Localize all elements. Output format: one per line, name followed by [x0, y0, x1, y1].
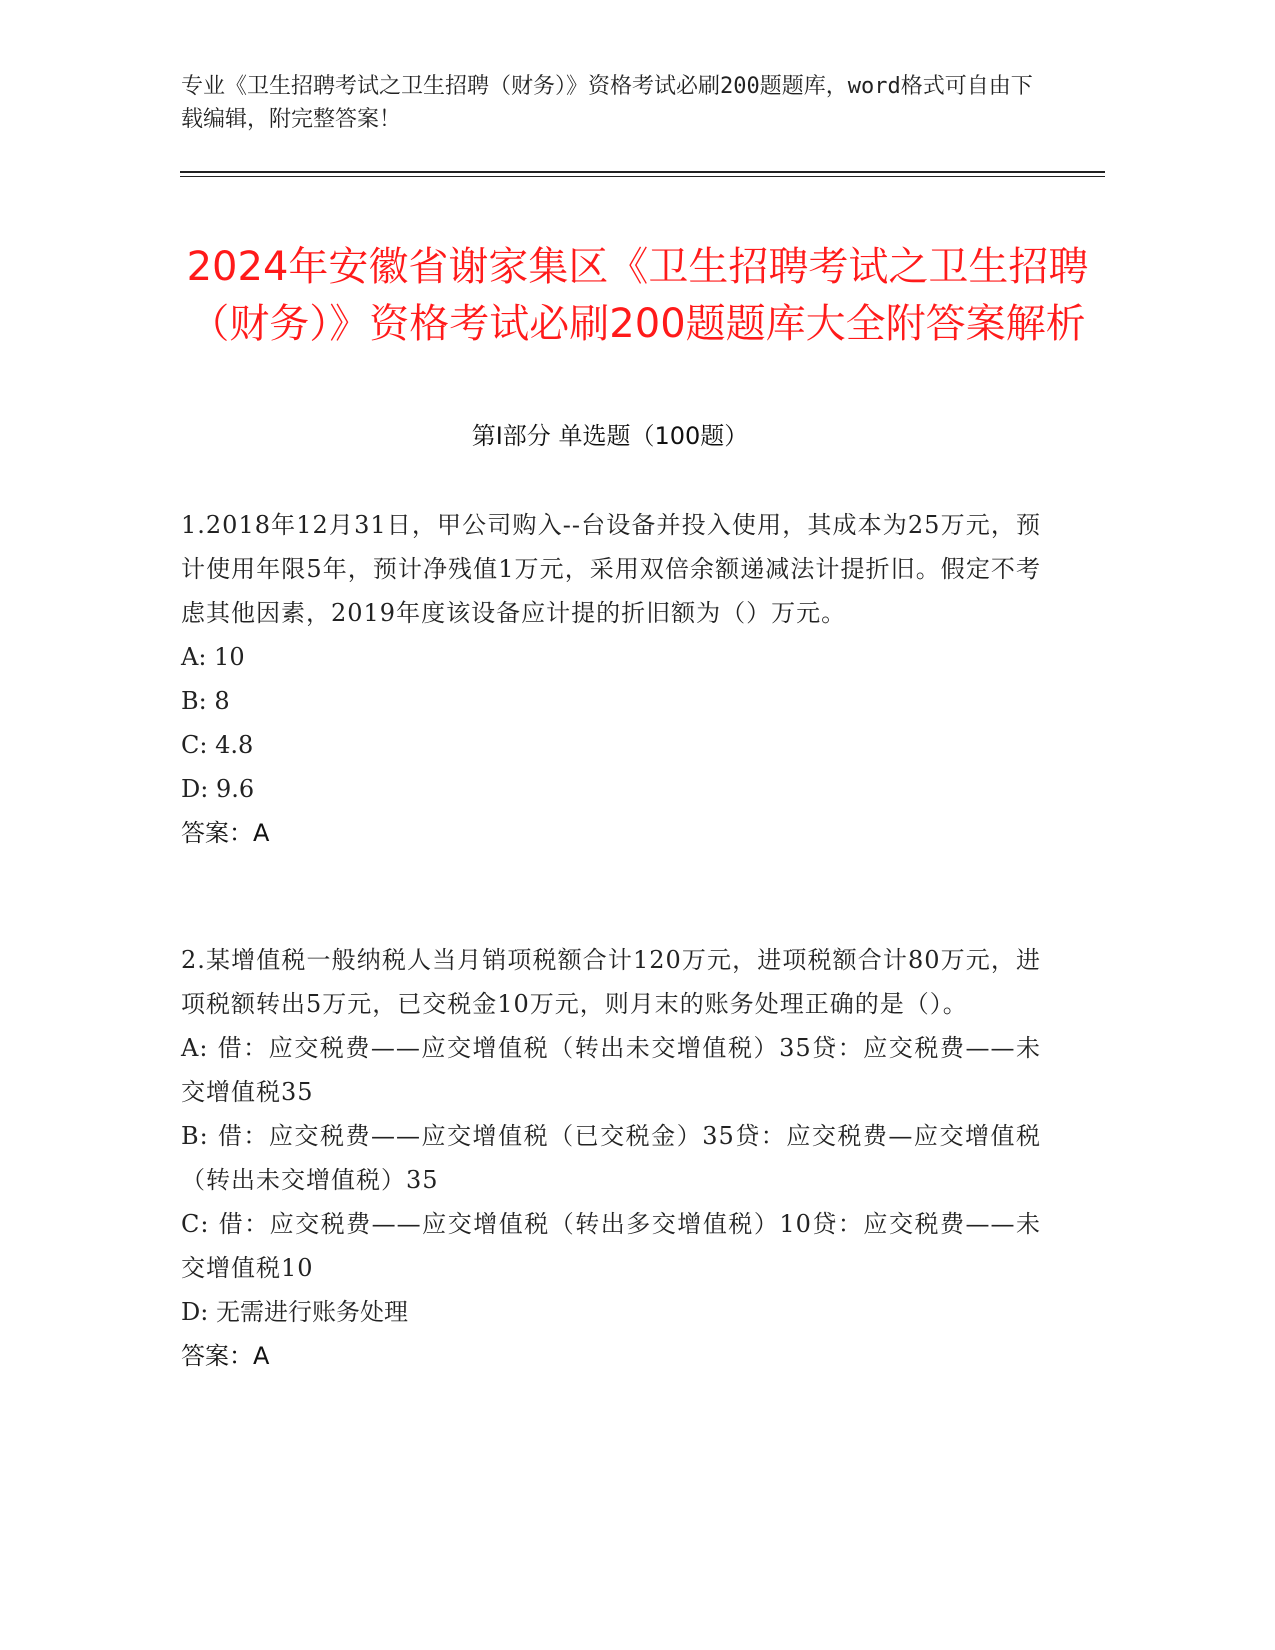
- option-d: D: 9.6: [181, 775, 255, 803]
- answer: 答案：A: [181, 1342, 270, 1370]
- option-c: C: 借：应交税费——应交增值税（转出多交增值税）10贷：应交税费——未交增值税10: [181, 1210, 1041, 1282]
- question-stem: 1.2018年12月31日，甲公司购入--台设备并投入使用，其成本为25万元，预计使用年限5年，预计净残值1万元，采用双倍余额递减法计提折旧。假定不考虑其他因素，2019年度该设备应计提的折旧额为（）万元。: [181, 511, 1041, 627]
- question-2: [181, 938, 1041, 1378]
- option-b: B: 8: [181, 687, 230, 715]
- document-title: 2024年安徽省谢家集区《卫生招聘考试之卫生招聘（财务）》资格考试必刷200题题库大全附答案解析: [186, 243, 1089, 347]
- option-b: B: 借：应交税费——应交增值税（已交税金）35贷：应交税费—应交增值税（转出未交增值税）35: [181, 1122, 1041, 1194]
- section-heading: 第Ⅰ部分 单选题（100题）: [471, 422, 749, 450]
- question-stem: 2.某增值税一般纳税人当月销项税额合计120万元，进项税额合计80万元，进项税额转出5万元，已交税金10万元，则月末的账务处理正确的是（）。: [181, 946, 1041, 1018]
- option-c: C: 4.8: [181, 731, 254, 759]
- option-a: A: 借：应交税费——应交增值税（转出未交增值税）35贷：应交税费——未交增值税35: [181, 1034, 1041, 1106]
- header-note: 专业《卫生招聘考试之卫生招聘（财务）》资格考试必刷200题题库，word格式可自由下载编辑，附完整答案！: [181, 74, 1033, 132]
- answer: 答案：A: [181, 819, 270, 847]
- option-a: A: 10: [181, 643, 245, 671]
- header-divider-thick: [180, 171, 1105, 173]
- question-1: [181, 503, 1041, 855]
- option-d: D: 无需进行账务处理: [181, 1298, 408, 1326]
- header-divider-thin: [180, 176, 1105, 177]
